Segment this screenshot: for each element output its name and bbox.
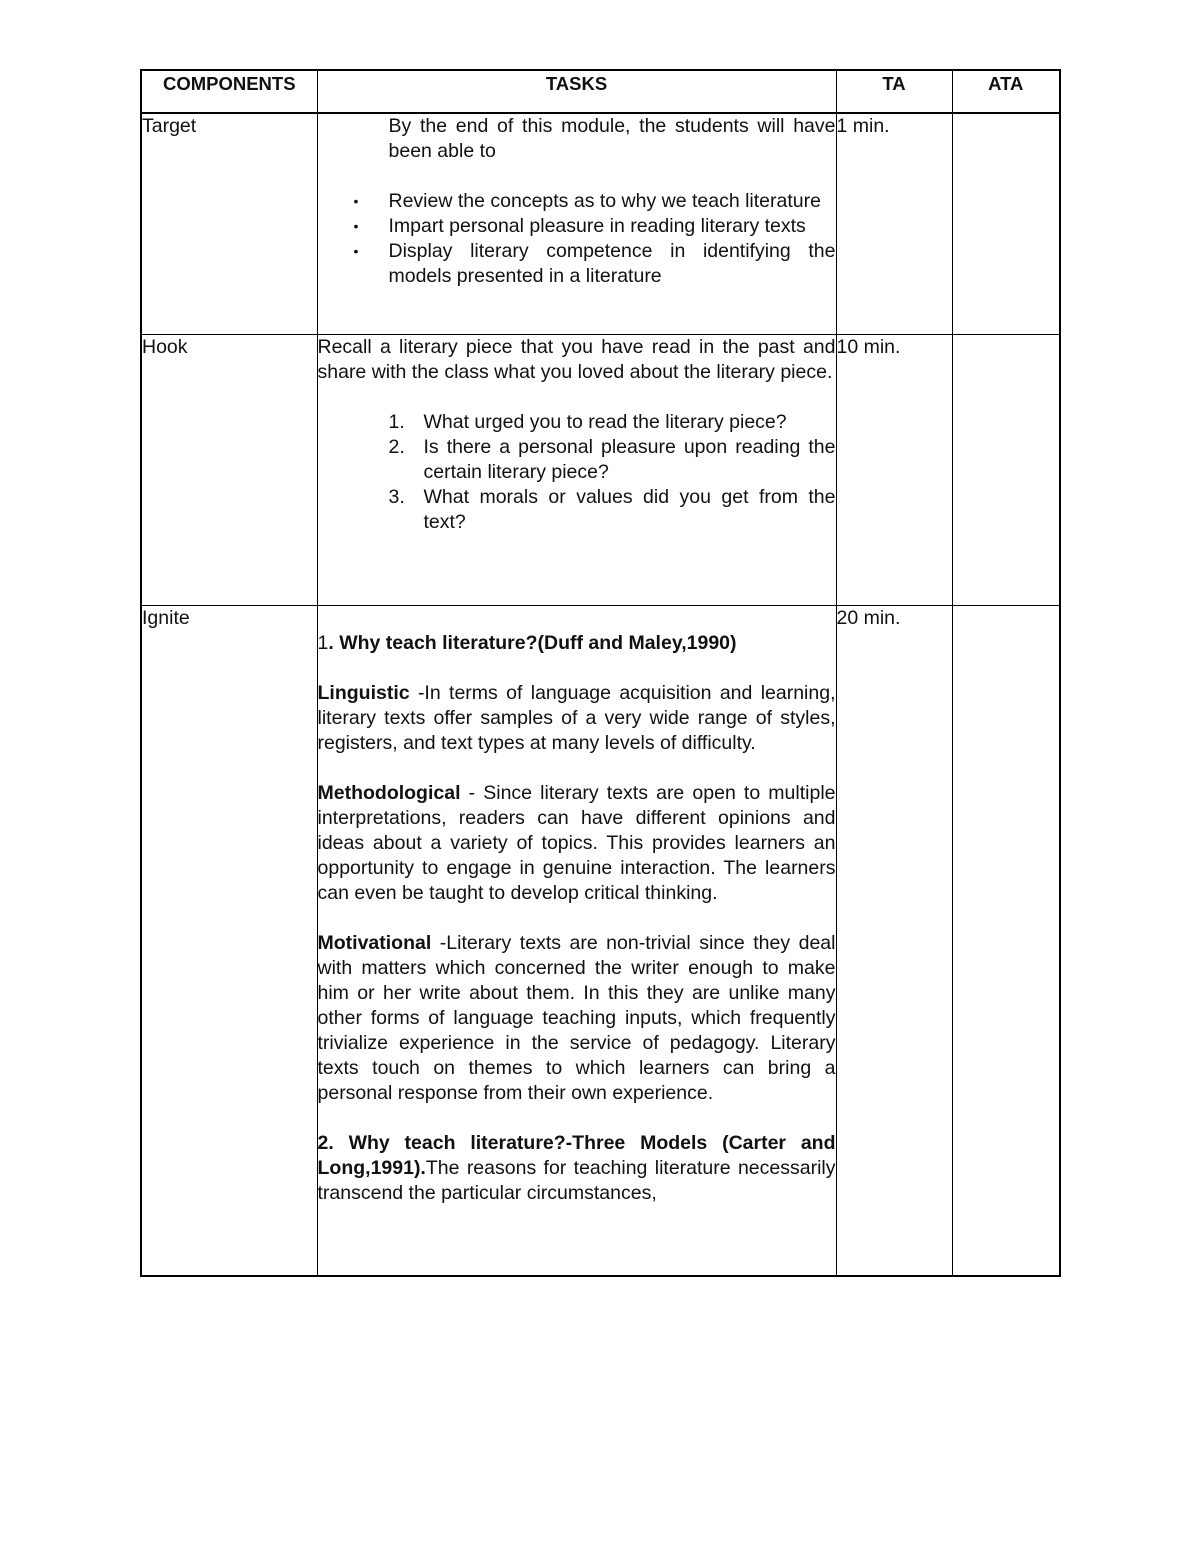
ata-cell bbox=[952, 606, 1060, 1277]
header-ata: ATA bbox=[952, 70, 1060, 113]
reason-methodological: Methodological - Since literary texts are open to multiple interpretations, readers can have different opinions and ideas about a variety of topics. This provides learners an opportunity to engage in genuine interaction. The learners can even be taught to develop critical thinking. bbox=[317, 782, 836, 904]
hook-questions-list bbox=[318, 410, 836, 535]
header-components: COMPONENTS bbox=[141, 70, 317, 113]
reason-linguistic: Linguistic -In terms of language acquisition and learning, literary texts offer samples of a very wide range of styles, registers, and text types at many levels of difficulty. bbox=[317, 682, 836, 754]
tasks-cell bbox=[317, 335, 836, 606]
ta-cell: 10 min. bbox=[836, 335, 952, 606]
ignite-heading-1: 1. Why teach literature?(Duff and Maley,1990) bbox=[317, 632, 737, 654]
list-item: 1. What urged you to read the literary piece? bbox=[388, 411, 787, 433]
component-cell: Target bbox=[141, 113, 317, 335]
ta-cell: 20 min. bbox=[836, 606, 952, 1277]
lesson-plan-table bbox=[140, 69, 1061, 1277]
tasks-cell bbox=[317, 606, 836, 1277]
header-ta: TA bbox=[836, 70, 952, 113]
reason-motivational: Motivational -Literary texts are non-trivial since they deal with matters which concerned the writer enough to make him or her write about them. In this they are unlike many other forms of language teaching inputs, which frequently trivialize experience in the service of pedagogy. Literary texts touch on themes to which learners can bring a personal response from their own experience. bbox=[317, 932, 836, 1104]
list-item: 2. Is there a personal pleasure upon reading the certain literary piece? bbox=[388, 436, 836, 483]
tasks-cell bbox=[317, 113, 836, 335]
table-row-ignite bbox=[141, 606, 1060, 1277]
header-row bbox=[141, 70, 1060, 113]
list-item: 3. What morals or values did you get from the text? bbox=[388, 486, 836, 533]
component-cell: Hook bbox=[141, 335, 317, 606]
header-tasks: TASKS bbox=[317, 70, 836, 113]
component-cell: Ignite bbox=[141, 606, 317, 1277]
bullet-icon: • bbox=[353, 218, 359, 234]
list-item: • Display literary competence in identifying the models presented in a literature bbox=[353, 240, 836, 287]
table-row-target bbox=[141, 113, 1060, 335]
ata-cell bbox=[952, 335, 1060, 606]
hook-intro: Recall a literary piece that you have read in the past and share with the class what you loved about the literary piece. bbox=[317, 336, 836, 383]
target-objectives-list bbox=[318, 189, 836, 289]
bullet-icon: • bbox=[353, 193, 359, 209]
list-item: • Review the concepts as to why we teach literature bbox=[353, 190, 821, 212]
list-item: • Impart personal pleasure in reading literary texts bbox=[353, 215, 806, 237]
ta-cell: 1 min. bbox=[836, 113, 952, 335]
ata-cell bbox=[952, 113, 1060, 335]
target-intro: By the end of this module, the students will have been able to bbox=[388, 115, 836, 162]
bullet-icon: • bbox=[353, 243, 359, 259]
table-row-hook bbox=[141, 335, 1060, 606]
ignite-heading-2: 2. Why teach literature?-Three Models (Carter and Long,1991).The reasons for teaching literature necessarily transcend the particular circumstances, bbox=[317, 1132, 836, 1204]
